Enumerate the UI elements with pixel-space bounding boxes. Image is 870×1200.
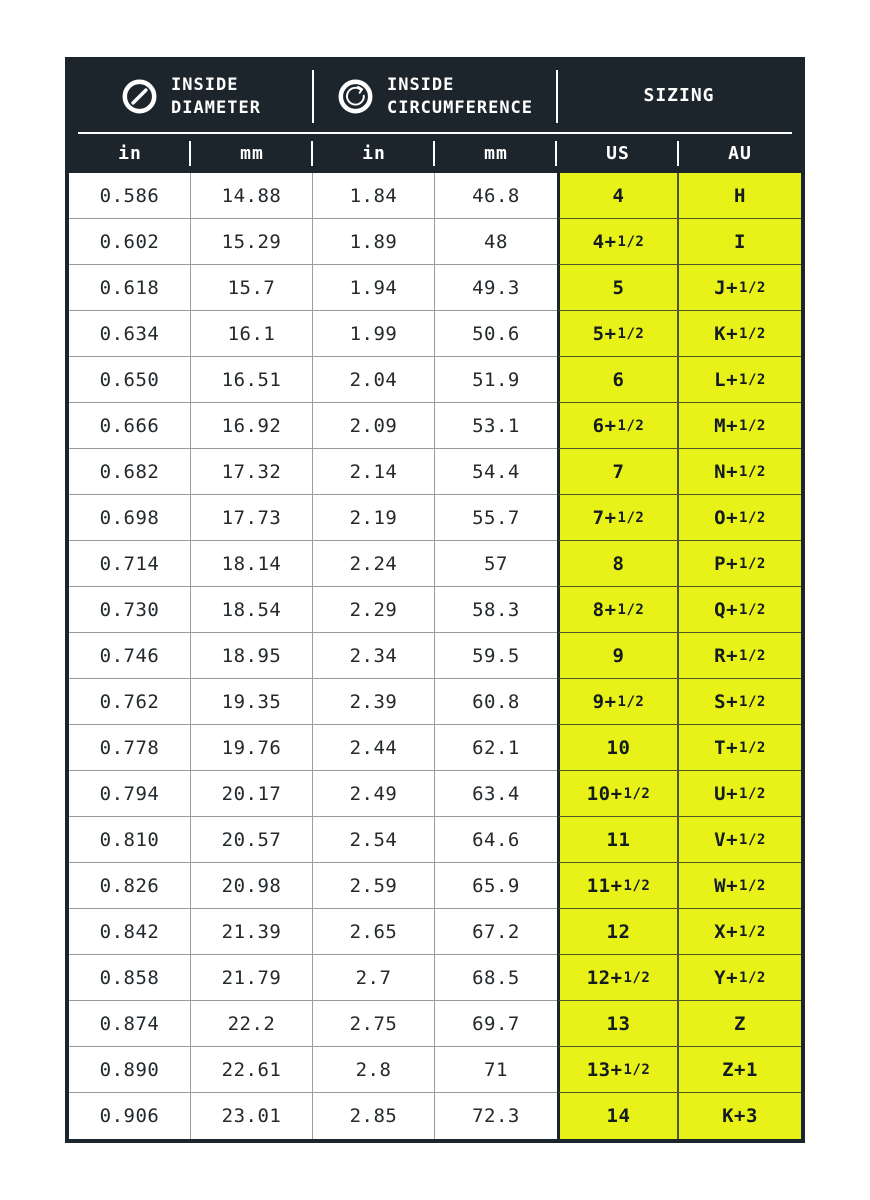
- cell-circumference-mm: 55.7: [435, 495, 557, 541]
- cell-circumference-mm: 64.6: [435, 817, 557, 863]
- cell-circumference-in: 2.75: [313, 1001, 435, 1047]
- header-label-line: DIAMETER: [171, 97, 261, 118]
- header-label-line: INSIDE: [171, 74, 239, 95]
- cell-au-size: P+ 1/2: [679, 541, 801, 587]
- table-row: [69, 909, 801, 955]
- cell-diameter-in: 0.682: [69, 449, 191, 495]
- cell-au-size: L+ 1/2: [679, 357, 801, 403]
- cell-au-size: K+ 1/2: [679, 311, 801, 357]
- cell-us-size: 14: [557, 1093, 679, 1139]
- header-inside-diameter: [69, 61, 313, 132]
- cell-circumference-mm: 72.3: [435, 1093, 557, 1139]
- cell-circumference-in: 2.29: [313, 587, 435, 633]
- cell-diameter-in: 0.826: [69, 863, 191, 909]
- header-label-inside-diameter: [171, 74, 261, 120]
- diameter-icon: [121, 78, 158, 115]
- table-row: [69, 725, 801, 771]
- cell-diameter-in: 0.762: [69, 679, 191, 725]
- cell-circumference-in: 2.49: [313, 771, 435, 817]
- cell-circumference-mm: 48: [435, 219, 557, 265]
- cell-circumference-mm: 60.8: [435, 679, 557, 725]
- cell-diameter-mm: 19.76: [191, 725, 313, 771]
- cell-us-size: 4+ 1/2: [557, 219, 679, 265]
- table-row: [69, 541, 801, 587]
- cell-circumference-mm: 51.9: [435, 357, 557, 403]
- column-header-circumference-in: in: [313, 134, 435, 173]
- cell-circumference-mm: 49.3: [435, 265, 557, 311]
- cell-circumference-in: 2.04: [313, 357, 435, 403]
- cell-us-size: 6+ 1/2: [557, 403, 679, 449]
- cell-au-size: O+ 1/2: [679, 495, 801, 541]
- cell-circumference-mm: 50.6: [435, 311, 557, 357]
- table-row: [69, 495, 801, 541]
- cell-circumference-mm: 46.8: [435, 173, 557, 219]
- table-row: [69, 863, 801, 909]
- cell-diameter-in: 0.634: [69, 311, 191, 357]
- cell-diameter-in: 0.666: [69, 403, 191, 449]
- cell-circumference-mm: 68.5: [435, 955, 557, 1001]
- cell-diameter-mm: 18.95: [191, 633, 313, 679]
- column-header-us-size: US: [557, 134, 679, 173]
- cell-us-size: 8+ 1/2: [557, 587, 679, 633]
- cell-au-size: Y+ 1/2: [679, 955, 801, 1001]
- table-row: [69, 587, 801, 633]
- cell-diameter-mm: 22.61: [191, 1047, 313, 1093]
- cell-diameter-mm: 22.2: [191, 1001, 313, 1047]
- cell-circumference-in: 2.24: [313, 541, 435, 587]
- cell-diameter-in: 0.602: [69, 219, 191, 265]
- column-header-circumference-mm: mm: [435, 134, 557, 173]
- cell-diameter-mm: 14.88: [191, 173, 313, 219]
- cell-us-size: 12: [557, 909, 679, 955]
- cell-us-size: 10+ 1/2: [557, 771, 679, 817]
- cell-circumference-in: 2.65: [313, 909, 435, 955]
- table-row: [69, 1001, 801, 1047]
- cell-diameter-mm: 21.39: [191, 909, 313, 955]
- cell-circumference-in: 1.99: [313, 311, 435, 357]
- cell-diameter-mm: 18.14: [191, 541, 313, 587]
- cell-diameter-mm: 20.98: [191, 863, 313, 909]
- cell-us-size: 5+ 1/2: [557, 311, 679, 357]
- cell-au-size: T+ 1/2: [679, 725, 801, 771]
- cell-circumference-in: 2.44: [313, 725, 435, 771]
- cell-au-size: Z+1: [679, 1047, 801, 1093]
- table-row: [69, 311, 801, 357]
- cell-diameter-mm: 21.79: [191, 955, 313, 1001]
- table-body: [69, 173, 801, 1139]
- cell-diameter-in: 0.906: [69, 1093, 191, 1139]
- column-header-diameter-in: in: [69, 134, 191, 173]
- cell-diameter-in: 0.650: [69, 357, 191, 403]
- cell-diameter-mm: 20.57: [191, 817, 313, 863]
- cell-us-size: 10: [557, 725, 679, 771]
- cell-diameter-in: 0.586: [69, 173, 191, 219]
- cell-diameter-in: 0.730: [69, 587, 191, 633]
- cell-us-size: 11: [557, 817, 679, 863]
- cell-circumference-mm: 58.3: [435, 587, 557, 633]
- cell-circumference-in: 2.7: [313, 955, 435, 1001]
- cell-diameter-mm: 15.29: [191, 219, 313, 265]
- cell-us-size: 8: [557, 541, 679, 587]
- cell-us-size: 7+ 1/2: [557, 495, 679, 541]
- cell-circumference-mm: 54.4: [435, 449, 557, 495]
- table-row: [69, 449, 801, 495]
- cell-diameter-mm: 17.73: [191, 495, 313, 541]
- cell-diameter-in: 0.842: [69, 909, 191, 955]
- cell-circumference-in: 2.8: [313, 1047, 435, 1093]
- cell-diameter-mm: 15.7: [191, 265, 313, 311]
- table-row: [69, 633, 801, 679]
- cell-diameter-in: 0.874: [69, 1001, 191, 1047]
- cell-circumference-in: 1.89: [313, 219, 435, 265]
- cell-circumference-mm: 63.4: [435, 771, 557, 817]
- cell-au-size: V+ 1/2: [679, 817, 801, 863]
- cell-us-size: 9+ 1/2: [557, 679, 679, 725]
- cell-circumference-mm: 65.9: [435, 863, 557, 909]
- table-row: [69, 265, 801, 311]
- cell-circumference-in: 2.14: [313, 449, 435, 495]
- cell-us-size: 11+ 1/2: [557, 863, 679, 909]
- cell-diameter-mm: 17.32: [191, 449, 313, 495]
- cell-circumference-in: 1.94: [313, 265, 435, 311]
- cell-au-size: Z: [679, 1001, 801, 1047]
- cell-us-size: 6: [557, 357, 679, 403]
- cell-au-size: S+ 1/2: [679, 679, 801, 725]
- cell-diameter-mm: 16.1: [191, 311, 313, 357]
- cell-au-size: M+ 1/2: [679, 403, 801, 449]
- column-header-au-size: AU: [728, 143, 752, 164]
- column-header-diameter-mm: mm: [191, 134, 313, 173]
- cell-diameter-in: 0.810: [69, 817, 191, 863]
- cell-au-size: I: [679, 219, 801, 265]
- cell-au-size: X+ 1/2: [679, 909, 801, 955]
- cell-diameter-mm: 16.92: [191, 403, 313, 449]
- cell-circumference-in: 2.85: [313, 1093, 435, 1139]
- table-row: [69, 403, 801, 449]
- cell-circumference-in: 2.09: [313, 403, 435, 449]
- table-header: [69, 61, 801, 173]
- cell-au-size: N+ 1/2: [679, 449, 801, 495]
- cell-us-size: 4: [557, 173, 679, 219]
- cell-circumference-mm: 59.5: [435, 633, 557, 679]
- cell-circumference-in: 2.59: [313, 863, 435, 909]
- cell-us-size: 9: [557, 633, 679, 679]
- cell-diameter-in: 0.714: [69, 541, 191, 587]
- ring-size-chart: [65, 57, 805, 1143]
- cell-us-size: 13+ 1/2: [557, 1047, 679, 1093]
- header-label-line: INSIDE: [386, 74, 455, 95]
- table-row: [69, 1093, 801, 1139]
- cell-diameter-in: 0.698: [69, 495, 191, 541]
- cell-circumference-in: 2.54: [313, 817, 435, 863]
- cell-circumference-in: 2.34: [313, 633, 435, 679]
- cell-diameter-mm: 23.01: [191, 1093, 313, 1139]
- table-row: [69, 219, 801, 265]
- cell-au-size: K+3: [679, 1093, 801, 1139]
- cell-diameter-in: 0.890: [69, 1047, 191, 1093]
- cell-diameter-in: 0.746: [69, 633, 191, 679]
- cell-circumference-mm: 57: [435, 541, 557, 587]
- cell-circumference-mm: 67.2: [435, 909, 557, 955]
- cell-diameter-in: 0.794: [69, 771, 191, 817]
- cell-diameter-mm: 18.54: [191, 587, 313, 633]
- table-row: [69, 771, 801, 817]
- cell-circumference-in: 2.19: [313, 495, 435, 541]
- cell-diameter-in: 0.618: [69, 265, 191, 311]
- cell-circumference-mm: 69.7: [435, 1001, 557, 1047]
- cell-us-size: 7: [557, 449, 679, 495]
- table-row: [69, 955, 801, 1001]
- cell-circumference-in: 1.84: [313, 173, 435, 219]
- cell-au-size: H: [679, 173, 801, 219]
- table-row: [69, 357, 801, 403]
- cell-circumference-mm: 62.1: [435, 725, 557, 771]
- cell-diameter-mm: 19.35: [191, 679, 313, 725]
- cell-au-size: U+ 1/2: [679, 771, 801, 817]
- header-inside-circumference: [313, 61, 557, 132]
- cell-diameter-mm: 16.51: [191, 357, 313, 403]
- cell-au-size: R+ 1/2: [679, 633, 801, 679]
- table-row: [69, 1047, 801, 1093]
- header-groups: [69, 61, 801, 132]
- header-label-inside-circumference: [387, 74, 533, 120]
- cell-diameter-mm: 20.17: [191, 771, 313, 817]
- header-sizing: [557, 61, 801, 132]
- column-headers: [69, 134, 801, 173]
- header-label-sizing: SIZING: [643, 85, 715, 107]
- cell-au-size: Q+ 1/2: [679, 587, 801, 633]
- table-row: [69, 817, 801, 863]
- cell-circumference-mm: 71: [435, 1047, 557, 1093]
- header-label-line: CIRCUMFERENCE: [386, 97, 534, 118]
- cell-us-size: 13: [557, 1001, 679, 1047]
- cell-diameter-in: 0.858: [69, 955, 191, 1001]
- cell-au-size: W+ 1/2: [679, 863, 801, 909]
- cell-us-size: 5: [557, 265, 679, 311]
- circumference-icon: [337, 78, 374, 115]
- cell-circumference-mm: 53.1: [435, 403, 557, 449]
- cell-diameter-in: 0.778: [69, 725, 191, 771]
- table-row: [69, 173, 801, 219]
- cell-circumference-in: 2.39: [313, 679, 435, 725]
- cell-us-size: 12+ 1/2: [557, 955, 679, 1001]
- table-row: [69, 679, 801, 725]
- cell-au-size: J+ 1/2: [679, 265, 801, 311]
